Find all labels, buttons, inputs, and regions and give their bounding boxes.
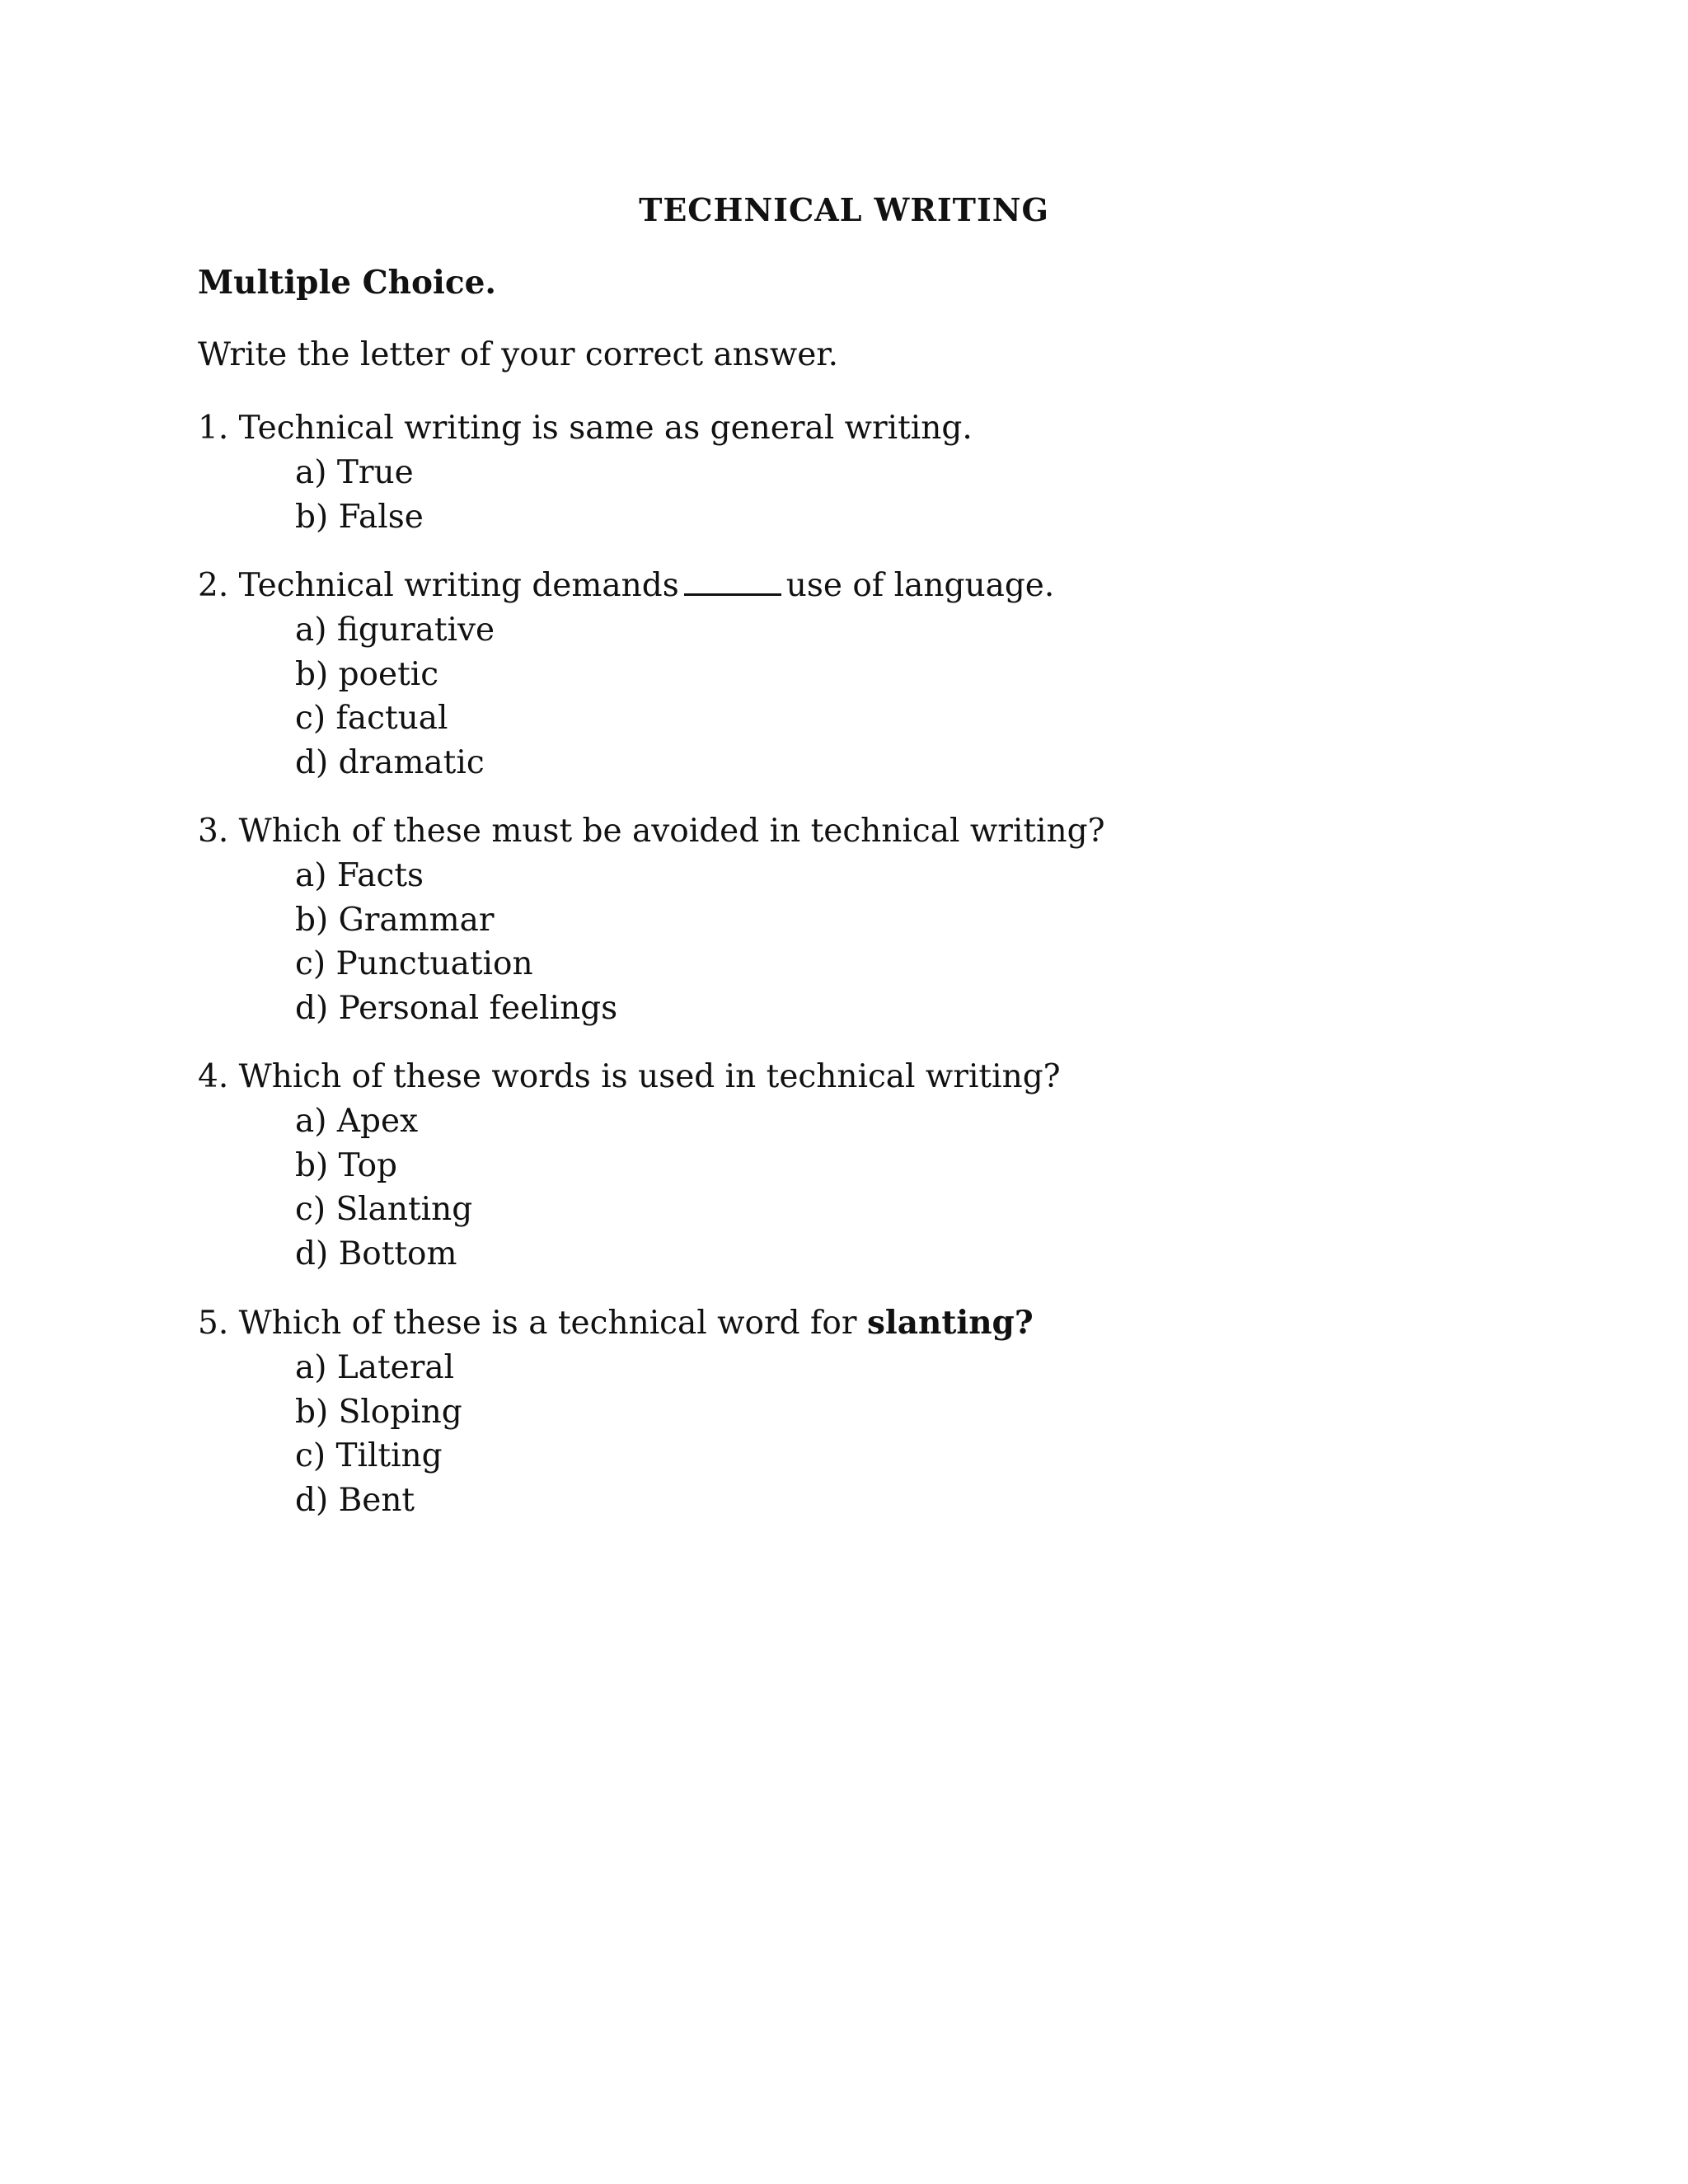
question-text: Which of these is a technical word for	[238, 1305, 857, 1342]
question-stem	[198, 1301, 1517, 1346]
question-text-before-blank: Technical writing demands	[238, 567, 679, 604]
option-a: a) Lateral	[295, 1349, 455, 1386]
question-text: Which of these words is used in technical writing?	[238, 1058, 1061, 1095]
question-number: 1.	[198, 410, 229, 447]
option-d: d) dramatic	[295, 743, 485, 781]
option-list	[198, 451, 1517, 539]
question-text: Technical writing is same as general writing.	[238, 410, 973, 447]
instructions-text: Write the letter of your correct answer.	[198, 336, 839, 373]
option-c: c) factual	[295, 700, 448, 737]
option-a: a) figurative	[295, 612, 495, 649]
option-b: b) False	[295, 498, 424, 536]
option-d: d) Bottom	[295, 1235, 457, 1272]
question-stem	[198, 564, 1517, 608]
question-number: 4.	[198, 1058, 229, 1095]
option-c: c) Tilting	[295, 1437, 443, 1474]
option-a: a) True	[295, 454, 414, 491]
question-text: Which of these must be avoided in technical writing?	[238, 813, 1105, 850]
option-list	[198, 1099, 1517, 1276]
option-b: b) Grammar	[295, 901, 495, 939]
answer-blank	[684, 569, 781, 596]
option-list	[198, 1346, 1517, 1522]
option-b: b) Sloping	[295, 1393, 462, 1431]
option-list	[198, 854, 1517, 1030]
question-emphasis: slanting?	[866, 1304, 1034, 1342]
question-number: 5.	[198, 1305, 229, 1342]
question-2	[198, 564, 1517, 785]
option-c: c) Slanting	[295, 1191, 473, 1228]
question-1	[198, 406, 1517, 539]
option-b: b) poetic	[295, 655, 439, 693]
option-c: c) Punctuation	[295, 945, 533, 982]
option-d: d) Bent	[295, 1481, 415, 1519]
option-d: d) Personal feelings	[295, 989, 618, 1027]
question-4	[198, 1055, 1517, 1276]
question-stem	[198, 809, 1517, 854]
option-b: b) Top	[295, 1146, 398, 1184]
question-stem	[198, 406, 1517, 451]
question-stem	[198, 1055, 1517, 1099]
question-text-after-blank: use of language.	[785, 567, 1055, 604]
section-heading: Multiple Choice.	[198, 264, 497, 302]
question-list	[198, 406, 1517, 1547]
question-5	[198, 1301, 1517, 1522]
question-number: 2.	[198, 567, 229, 604]
document-title: TECHNICAL WRITING	[639, 191, 1049, 228]
question-number: 3.	[198, 813, 229, 850]
option-a: a) Facts	[295, 857, 424, 894]
question-3	[198, 809, 1517, 1030]
option-list	[198, 608, 1517, 785]
option-a: a) Apex	[295, 1103, 419, 1140]
